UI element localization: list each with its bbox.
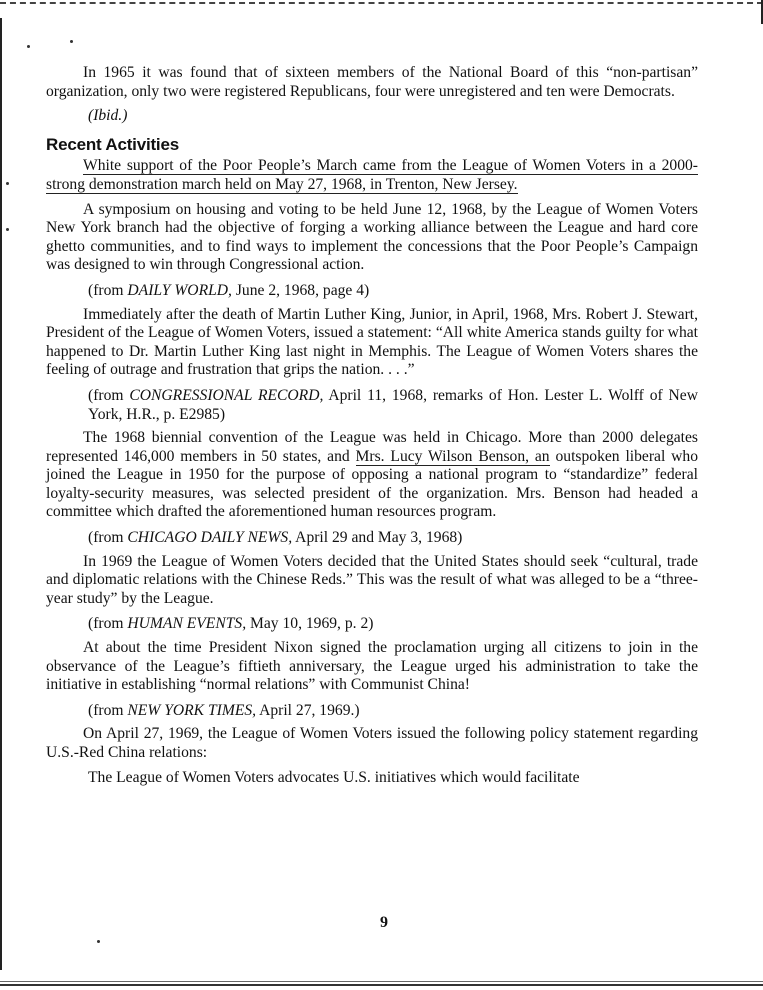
citation-new-york-times: (from NEW YORK TIMES, April 27, 1969.) <box>88 701 360 719</box>
paragraph-poor-peoples-march <box>46 157 698 194</box>
scan-speck <box>97 940 100 943</box>
citation-chicago-daily-news: (from CHICAGO DAILY NEWS, April 29 and May 3, 1968) <box>88 529 463 547</box>
scan-speck <box>70 40 73 43</box>
paragraph-nixon: At about the time President Nixon signed the proclamation urging all citizens to join in the observance of the League’s fiftieth anniversary, the League urged his administration to take the initiative in establishing “normal relations” with Communist China! <box>46 639 698 694</box>
page-number: 9 <box>380 914 388 931</box>
paragraph-policy-statement: On April 27, 1969, the League of Women Voters issued the following policy statement regarding U.S.-Red China relations: <box>46 725 698 761</box>
top-border <box>0 2 763 4</box>
paragraph-symposium: A symposium on housing and voting to be held June 12, 1968, by the League of Women Voters New York branch had the objective of forging a working alliance between the League and hard core ghetto communities, and to find ways to implement the concessions that the Poor People’s Campaign was designed to win through Congressional action. <box>46 200 698 274</box>
paragraph-convention: The 1968 biennial convention of the League was held in Chicago. More than 2000 delegates represented 146,000 members in 50 states, and Mrs. Lucy Wilson Benson, an outspoken liberal who joined the League in 1950 for the purpose of opposing a national program to “standardize” federal loyalty-security measures, was selected president of the organization. Mrs. Benson had headed a committee which drafted the aforementioned human resources program. <box>46 429 698 521</box>
bottom-border-inner <box>0 981 763 982</box>
scan-speck <box>27 45 30 48</box>
underlined-text: White support of the Poor People’s March came from the League of Women Voters in a 2000-strong demonstration march held on May 27, 1968, in Trenton, New Jersey. <box>46 157 698 193</box>
citation-daily-world: (from DAILY WORLD, June 2, 1968, page 4) <box>88 281 370 299</box>
policy-quote: The League of Women Voters advocates U.S. initiatives which would facilitate <box>88 768 580 786</box>
section-heading: Recent Activities <box>46 134 179 154</box>
bottom-border <box>0 984 763 986</box>
citation-human-events: (from HUMAN EVENTS, May 10, 1969, p. 2) <box>88 615 374 633</box>
underlined-name: Mrs. Lucy Wilson Benson, an <box>355 447 550 465</box>
scan-speck <box>6 228 9 231</box>
paragraph-board-members: In 1965 it was found that of sixteen members of the National Board of this “non-partisan” organization, only two were registered Republicans, four were unregistered and ten were Democrats. <box>46 64 698 100</box>
scan-speck <box>6 182 9 185</box>
citation-ibid: (Ibid.) <box>88 107 128 125</box>
paragraph-china-1969: In 1969 the League of Women Voters decided that the United States should seek “cultural, trade and diplomatic relations with the Chinese Reds.” This was the result of what was alleged to be a “three-year study” by the League. <box>46 552 698 607</box>
citation-congressional-record: (from CONGRESSIONAL RECORD, April 11, 1968, remarks of Hon. Lester L. Wolff of New York, H.R., p. E2985) <box>88 386 698 423</box>
left-border <box>0 18 2 970</box>
document-page <box>46 64 698 787</box>
paragraph-king-statement: Immediately after the death of Martin Luther King, Junior, in April, 1968, Mrs. Robert J. Stewart, President of the League of Women Voters, issued a statement: “All white America stands guilty for what happened to Dr. Martin Luther King last night in Memphis. The League of Women Voters shares the feeling of outrage and frustration that grips the nation. . . .” <box>46 305 698 379</box>
